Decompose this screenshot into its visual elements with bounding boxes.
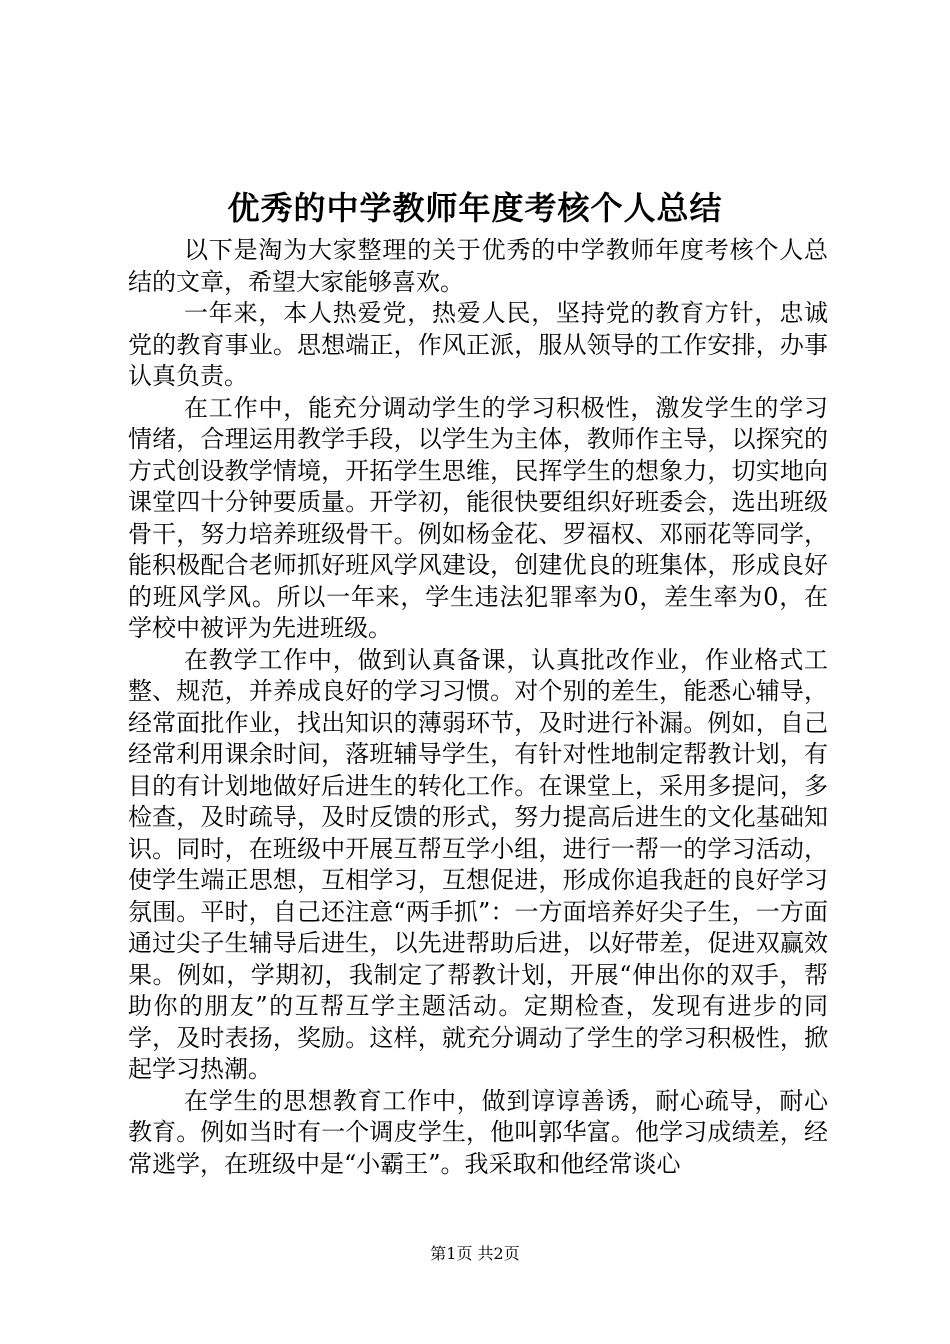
- document-title: 优秀的中学教师年度考核个人总结: [227, 189, 723, 227]
- paragraph: 在学生的思想教育工作中，做到谆谆善诱，耐心疏导，耐心教育。例如当时有一个调皮学生，他叫郭华富。他学习成绩差，经常逃学，在班级中是“小霸王”。我采取和他经常谈心: [128, 1086, 828, 1178]
- paragraph-intro: 以下是淘为大家整理的关于优秀的中学教师年度考核个人总结的文章，希望大家能够喜欢。: [128, 236, 828, 296]
- paragraph: 在工作中，能充分调动学生的学习积极性，激发学生的学习情绪，合理运用教学手段，以学生为主体，教师作主导，以探究的方式创设教学情境，开拓学生思维，民挥学生的想象力，切实地向课堂四十分钟要质量。开学初，能很快要组织好班委会，选出班级骨干，努力培养班级骨干。例如杨金花、罗福权、邓丽花等同学，能积极配合老师抓好班风学风建设，创建优良的班集体，形成良好的班风学风。所以一年来，学生违法犯罪率为0，差生率为0，在学校中被评为先进班级。: [128, 393, 828, 642]
- document-body: [128, 235, 828, 1180]
- page-footer: 第1页 共2页: [430, 1244, 520, 1263]
- paragraph: 在教学工作中，做到认真备课，认真批改作业，作业格式工整、规范，并养成良好的学习习惯。对个别的差生，能悉心辅导，经常面批作业，找出知识的薄弱环节，及时进行补漏。例如，自己经常利用课余时间，落班辅导学生，有针对性地制定帮教计划，有目的有计划地做好后进生的转化工作。在课堂上，采用多提问，多检查，及时疏导，及时反馈的形式，努力提高后进生的文化基础知识。同时，在班级中开展互帮互学小组，进行一帮一的学习活动，使学生端正思想，互相学习，互想促进，形成你追我赶的良好学习氛围。平时，自己还注意“两手抓”：一方面培养好尖子生，一方面通过尖子生辅导后进生，以先进帮助后进，以好带差，促进双赢效果。例如，学期初，我制定了帮教计划，开展“伸出你的双手，帮助你的朋友”的互帮互学主题活动。定期检查，发现有进步的同学，及时表扬，奖励。这样，就充分调动了学生的学习积极性，掀起学习热潮。: [128, 645, 828, 1083]
- paragraph: 一年来，本人热爱党，热爱人民，坚持党的教育方针，忠诚党的教育事业。思想端正，作风正派，服从领导的工作安排，办事认真负责。: [128, 299, 828, 390]
